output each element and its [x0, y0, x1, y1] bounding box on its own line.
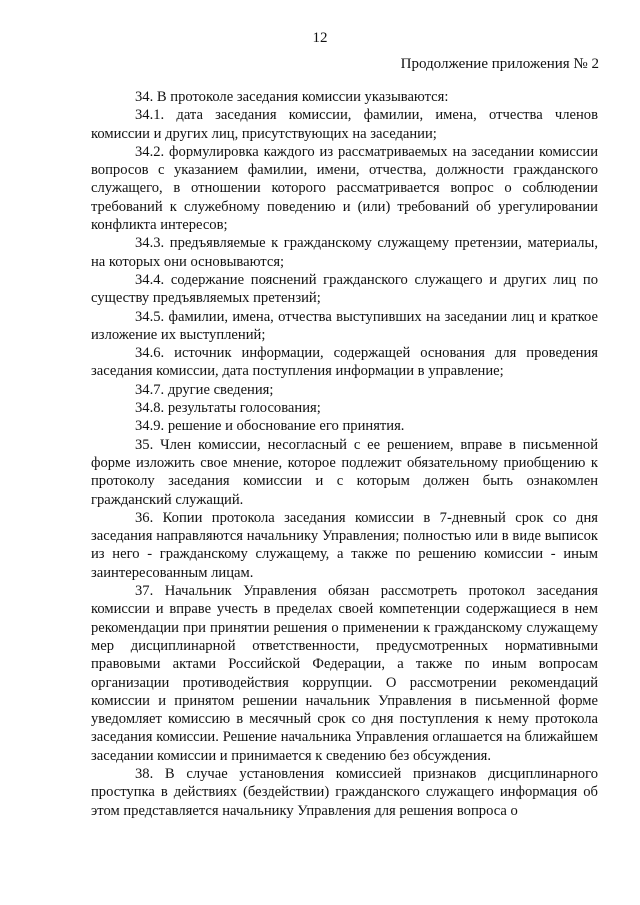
paragraph-34-7: 34.7. другие сведения; [135, 381, 274, 398]
paragraph-34-8: 34.8. результаты голосования; [135, 400, 321, 417]
annex-continuation-note: Продолжение приложения № 2 [400, 56, 599, 72]
paragraph-34: 34. В протоколе заседания комиссии указываются: [135, 89, 449, 105]
paragraph-34-1: 34.1. дата заседания комиссии, фамилии, имена, отчества членов комиссии и других лиц, присутствующих на заседании; [91, 107, 598, 142]
paragraph-34-3: 34.3. предъявляемые к гражданскому служащему претензии, материалы, на которых они основываются; [91, 235, 598, 270]
paragraph-34-6: 34.6. источник информации, содержащей основания для проведения заседания комиссии, дата поступления информации в управление; [91, 345, 598, 380]
paragraph-34-2: 34.2. формулировка каждого из рассматриваемых на заседании комиссии вопросов с указанием фамилии, имени, отчества, должности гражданского служащего, в отношении которого рассматривается вопрос о соблюдении требований к служебному поведению и (или) требований об урегулировании конфликта интересов; [91, 143, 598, 234]
paragraph-38: 38. В случае установления комиссией признаков дисциплинарного проступка в действиях (бездействии) гражданского служащего информация об этом представляется начальнику Управления для решения вопроса о [91, 765, 598, 819]
paragraph-34-9: 34.9. решение и обоснование его принятия. [135, 418, 405, 435]
paragraph-36: 36. Копии протокола заседания комиссии в 7-дневный срок со дня заседания направляются начальнику Управления; полностью или в виде выписок из него - гражданскому служащему, а также по решению комиссии - иным заинтересованным лицам. [91, 509, 598, 581]
document-body [91, 88, 598, 820]
paragraph-34-5: 34.5. фамилии, имена, отчества выступивших на заседании лиц и краткое изложение их выступлений; [91, 308, 598, 343]
page-number: 12 [312, 30, 328, 46]
paragraph-35: 35. Член комиссии, несогласный с ее решением, вправе в письменной форме изложить свое мнение, которое подлежит обязательному приобщению к протоколу заседания комиссии и с которым должен быть ознакомлен гражданский служащий. [91, 436, 598, 508]
paragraph-34-4: 34.4. содержание пояснений гражданского служащего и других лиц по существу предъявляемых претензий; [91, 271, 598, 307]
paragraph-37: 37. Начальник Управления обязан рассмотреть протокол заседания комиссии и вправе учесть в пределах своей компетенции содержащиеся в нем рекомендации при принятии решения о применении к гражданскому служащему мер дисциплинарной ответственности, предусмотренных нормативными правовыми актами Российской Федерации, а также по иным вопросам организации противодействия коррупции. О рассмотрении рекомендаций комиссии и принятом решении начальник Управления в письменной форме уведомляет комиссию в месячный срок со дня поступления к нему протокола заседания комиссии. Решение начальника Управления оглашается на ближайшем заседании комиссии и принимается к сведению без обсуждения. [91, 583, 598, 764]
